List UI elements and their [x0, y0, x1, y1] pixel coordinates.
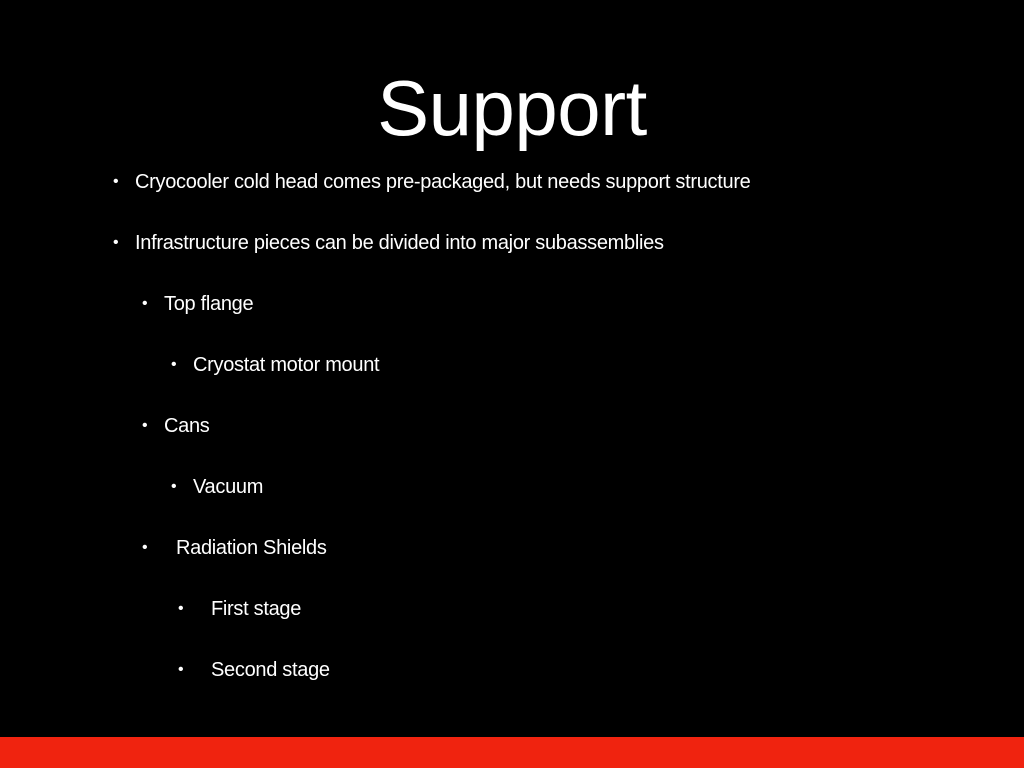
bullet-text: Cans — [164, 415, 210, 437]
bullet-icon: • — [178, 600, 184, 617]
bullet-text: Cryocooler cold head comes pre-packaged, but needs support structure — [135, 171, 751, 193]
bullet-text: Second stage — [211, 659, 330, 681]
bullet-icon: • — [113, 234, 119, 251]
bullet-icon: • — [142, 417, 148, 434]
bullet-icon: • — [171, 478, 177, 495]
bullet-text: First stage — [211, 598, 302, 620]
bullet-icon: • — [178, 661, 184, 678]
slide-title: Support — [377, 64, 647, 152]
bullet-text: Cryostat motor mount — [193, 354, 380, 376]
bullet-icon: • — [113, 173, 119, 190]
bullet-icon: • — [142, 539, 148, 556]
bullet-text: Vacuum — [193, 476, 264, 498]
bullet-text: Radiation Shields — [176, 537, 327, 559]
bullet-icon: • — [142, 295, 148, 312]
bullet-text: Top flange — [164, 293, 254, 315]
bullet-text: Infrastructure pieces can be divided into major subassemblies — [135, 232, 664, 254]
bottom-accent-bar — [0, 737, 1024, 768]
bullet-icon: • — [171, 356, 177, 373]
